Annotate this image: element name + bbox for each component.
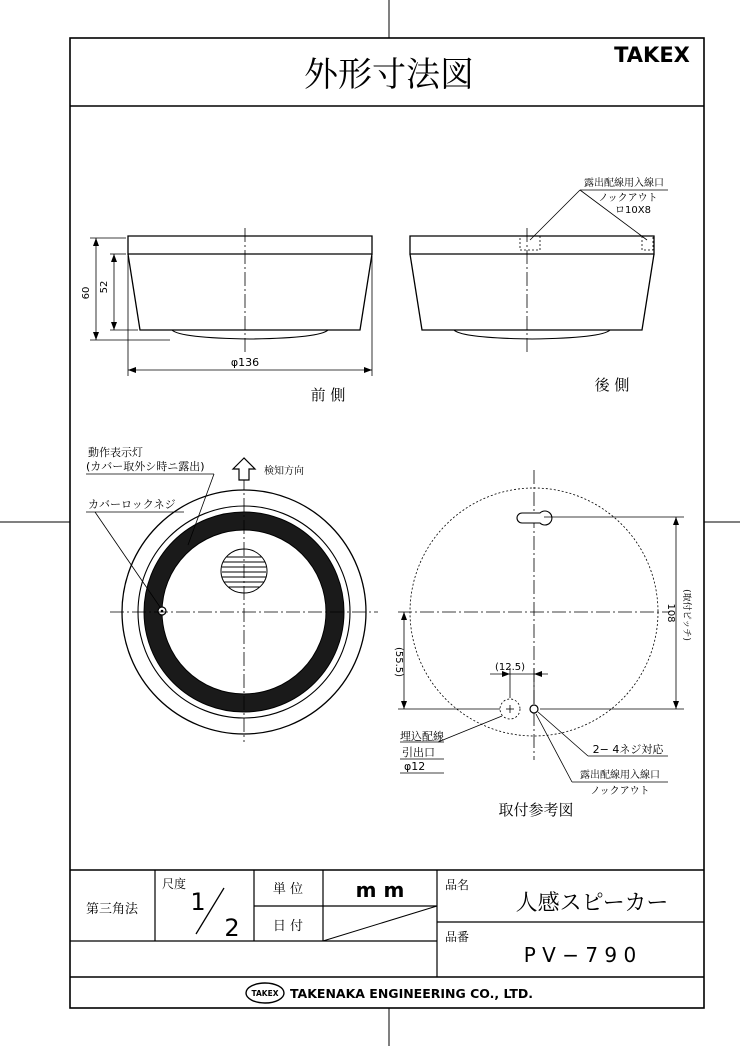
exposed-label-line1: 露出配線用入線口 [580,770,660,781]
scale-label: 尺度 [162,877,187,891]
unit-label: 単 位 [272,882,304,897]
dim-offset-horizontal: (12.5) [494,662,526,673]
company-name: TAKENAKA ENGINEERING CO., LTD. [290,986,534,1001]
mount-screw-hole [530,705,538,713]
product-name-label: 品名 [445,878,470,892]
top-view [86,445,378,742]
projection-method: 第三角法 [85,902,139,917]
product-name: 人感スピーカー [515,891,669,916]
front-view [81,228,372,404]
dim-offset-vertical: (55.5) [393,646,404,678]
date-label: 日 付 [272,919,304,934]
scale-denominator: 2 [224,914,240,942]
indicator-label-line2: (カバー取外シ時ニ露出) [86,460,205,473]
dim-body-height: 52 [99,280,110,294]
screw-label: 2− 4ネジ対応 [592,743,664,756]
unit-value: m m [355,878,405,902]
cover-screw-label: カバーロックネジ [88,498,176,511]
detection-direction-arrow-icon [233,458,255,480]
brand-logo: TAKEX [614,43,690,67]
knockout-note-line3: ロ10X8 [615,205,651,216]
exposed-label-line2: ノックアウト [590,786,650,797]
rear-view [410,176,668,394]
dim-diameter: φ136 [230,356,260,369]
scale-numerator: 1 [190,888,206,916]
dim-pitch-note: (取付ピッチ) [681,589,691,641]
product-no: P V − 7 9 0 [523,943,637,967]
mount-view [393,470,693,819]
dim-total-height: 60 [81,286,92,300]
drawing-title: 外形寸法図 [304,55,474,95]
dim-pitch: 108 [665,603,676,623]
knockout-note-line1: 露出配線用入線口 [584,178,664,189]
direction-label: 検知方向 [264,466,304,477]
front-caption: 前 側 [310,386,346,404]
mount-caption: 取付参考図 [498,801,574,819]
knockout-rect-edge [642,236,653,250]
embedded-label-line3: φ12 [404,760,426,773]
embedded-label-line2: 引出口 [402,746,435,759]
knockout-rect-center [520,236,540,250]
keyhole-slot [517,511,552,525]
embedded-label-line1: 埋込配線 [400,730,444,743]
knockout-note-line2: ノックアウト [598,193,658,204]
indicator-label-line1: 動作表示灯 [88,446,143,459]
title-block [70,870,704,1003]
company-logo: TAKEX [251,989,279,998]
rear-caption: 後 側 [594,376,630,394]
product-no-label: 品番 [445,930,470,944]
